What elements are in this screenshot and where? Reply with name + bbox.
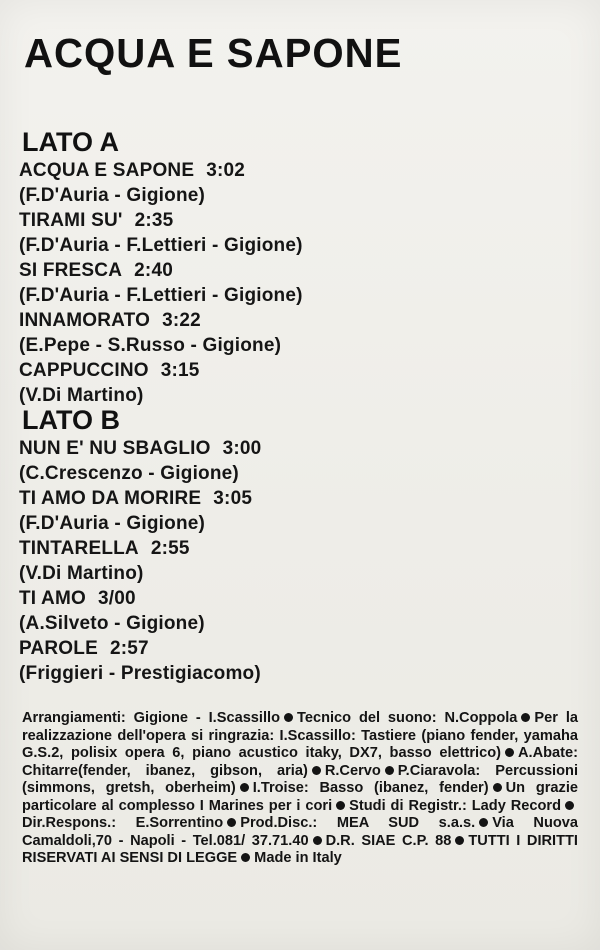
track-credits: (Friggieri - Prestigiacomo): [19, 663, 261, 684]
side-b-tracklist: [19, 436, 589, 686]
track-duration: 2:57: [109, 638, 149, 659]
track: [19, 436, 589, 486]
track-duration: 2:55: [150, 538, 190, 559]
side-b-heading: LATO B: [22, 405, 120, 435]
track-title-line: [19, 486, 589, 511]
track-title: TI AMO: [19, 588, 86, 609]
note-guitars: A.Abate: Chitarre(fender, ibanez, gibson, aria): [22, 745, 578, 779]
track-title-line: [19, 308, 589, 333]
bullet-icon: [312, 766, 321, 775]
track: [19, 636, 589, 686]
note-producer: Prod.Disc.: MEA SUD s.a.s.: [240, 815, 476, 831]
bullet-icon: [455, 836, 464, 845]
track-title: TI AMO DA MORIRE: [19, 488, 202, 509]
bullet-icon: [479, 818, 488, 827]
bullet-icon: [493, 783, 502, 792]
track-duration: 2:40: [134, 260, 173, 281]
note-address: Via Nuova Camaldoli,70 - Napoli - Tel.081/ 37.71.40: [22, 815, 578, 849]
note-sound-engineer: Tecnico del suono: N.Coppola: [297, 710, 518, 726]
track-title-line: [19, 636, 589, 661]
note-r-cervo: R.Cervo: [324, 762, 381, 779]
track-credits: (F.D'Auria - Gigione): [19, 185, 206, 206]
track-credits: (F.D'Auria - F.Lettieri - Gigione): [19, 235, 303, 256]
track-title-line: [19, 258, 589, 283]
track: [19, 158, 589, 208]
track-title-line: [19, 536, 589, 561]
track: [19, 486, 589, 536]
note-studio: Studi di Registr.: Lady Record: [349, 797, 561, 814]
track-title: SI FRESCA: [19, 260, 123, 281]
bullet-icon: [313, 836, 322, 845]
track-title: CAPPUCCINO: [19, 360, 149, 381]
credits-notes: [22, 710, 578, 868]
note-rights: TUTTI I DIRITTI RISERVATI AI SENSI DI LEGGE: [22, 832, 578, 866]
track-title-line: [19, 158, 589, 183]
note-director: Dir.Respons.: E.Sorrentino: [22, 815, 224, 831]
note-bass: I.Troise: Basso (ibanez, fender): [252, 780, 489, 796]
track-title: NUN E' NU SBAGLIO: [19, 438, 211, 459]
bullet-icon: [505, 748, 514, 757]
track: [19, 358, 589, 408]
side-a-heading: LATO A: [22, 127, 119, 157]
bullet-icon: [241, 853, 250, 862]
side-a-tracklist: [19, 158, 589, 408]
album-title: ACQUA E SAPONE: [24, 30, 403, 76]
track-credits: (F.D'Auria - F.Lettieri - Gigione): [19, 285, 303, 306]
track-credits: (V.Di Martino): [19, 563, 144, 584]
track: [19, 258, 589, 308]
track-duration: 3:00: [222, 438, 262, 459]
bullet-icon: [240, 783, 249, 792]
note-siae: D.R. SIAE C.P. 88: [325, 832, 452, 849]
track-duration: 3:02: [206, 160, 246, 181]
side-a: [19, 126, 589, 408]
bullet-icon: [385, 766, 394, 775]
track-title-line: [19, 358, 589, 383]
bullet-icon: [284, 713, 293, 722]
track-duration: 3:15: [160, 360, 200, 381]
track-duration: 3:22: [162, 310, 201, 331]
bullet-icon: [227, 818, 236, 827]
track-title-line: [19, 586, 589, 611]
track-credits: (A.Silveto - Gigione): [19, 613, 205, 634]
note-percussion: P.Ciaravola: Percussioni (simmons, gretsh, oberheim): [22, 762, 578, 796]
track-title: PAROLE: [19, 638, 98, 659]
track-title: ACQUA E SAPONE: [19, 160, 195, 181]
track: [19, 208, 589, 258]
track: [19, 586, 589, 636]
track: [19, 308, 589, 358]
note-thanks-keyboards: Per la realizzazione dell'opera si ringrazia: I.Scassillo: Tastiere (piano fender, yamaha G.S.2, polisix opera 6, piano acustico itaky, DX7, basso elettrico): [22, 710, 578, 761]
track: [19, 536, 589, 586]
track-credits: (E.Pepe - S.Russo - Gigione): [19, 335, 282, 356]
track-credits: (C.Crescenzo - Gigione): [19, 463, 239, 484]
track-duration: 3:05: [213, 488, 253, 509]
bullet-icon: [336, 801, 345, 810]
track-credits: (F.D'Auria - Gigione): [19, 513, 206, 534]
note-choir-thanks: Un grazie particolare al complesso I Marines per i cori: [22, 780, 579, 814]
track-title-line: [19, 436, 589, 461]
track-title: INNAMORATO: [19, 310, 151, 331]
track-credits: (V.Di Martino): [19, 385, 144, 406]
track-duration: 2:35: [134, 210, 174, 231]
bullet-icon: [521, 713, 530, 722]
note-made-in-italy: Made in Italy: [254, 850, 342, 866]
side-b: [19, 404, 589, 686]
track-title: TINTARELLA: [19, 538, 139, 559]
track-duration: 3/00: [98, 588, 136, 609]
track-title: TIRAMI SU': [19, 210, 123, 231]
track-title-line: [19, 208, 589, 233]
note-arrangements: Arrangiamenti: Gigione - I.Scassillo: [22, 710, 281, 726]
bullet-icon: [565, 801, 574, 810]
